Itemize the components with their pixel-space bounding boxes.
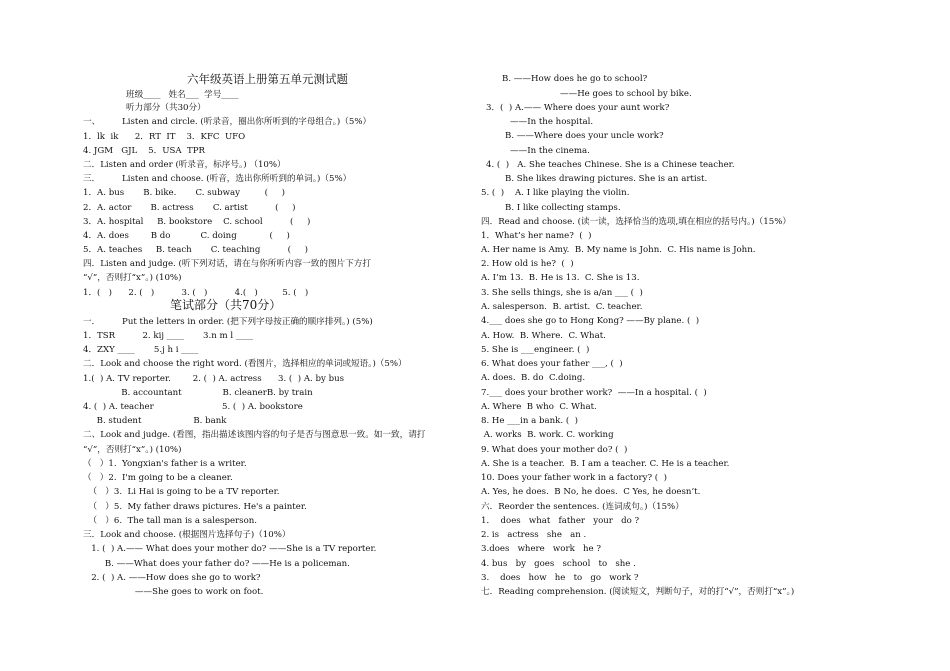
left-line-27: （ ）1. Yongxian's father is a writer. <box>83 459 247 469</box>
right-line-34: 4. bus by goes school to she . <box>481 559 636 569</box>
right-line-0: B. ——How does he go to school? <box>502 74 648 84</box>
right-line-10: 四．Read and choose. (读一读，选择恰当的选项,填在相应的括号内。)（15%） <box>481 217 791 227</box>
right-line-26: 9. What does your mother do? ( ) <box>481 445 628 455</box>
left-line-31: （ ）6. The tall man is a salesperson. <box>83 516 258 526</box>
left-line-28: （ ）2. I'm going to be a cleaner. <box>83 473 233 483</box>
right-line-29: A. Yes, he does. B No, he does. C Yes, he doesn’t. <box>481 487 701 497</box>
left-line-33: 1. ( ) A.—— What does your mother do? ——She is a TV reporter. <box>83 544 377 554</box>
left-line-18: 1．TSR 2. kij ____ 3.n m l ____ <box>83 331 254 341</box>
left-line-9: 2．A. actor B. actress C. artist ( ) <box>83 203 296 213</box>
left-line-36: ——She goes to work on foot. <box>83 587 264 597</box>
right-line-1: ——He goes to school by bike. <box>560 89 692 99</box>
right-line-32: 2. is actress she an . <box>481 530 587 540</box>
left-line-8: 1．A. bus B. bike. C. subway ( ) <box>83 188 285 198</box>
left-line-15: 1．( ) 2. ( ) 3. ( ) 4.( ) 5. ( ) <box>83 288 309 298</box>
right-line-35: 3. does how he to go work ? <box>481 573 639 583</box>
right-line-27: A. She is a teacher. B. I am a teacher. C. He is a teacher. <box>481 459 730 469</box>
left-line-35: 2. ( ) A. ——How does she go to work? <box>83 573 261 583</box>
right-line-30: 六．Reorder the sentences. (连词成句。)（15%） <box>481 502 684 512</box>
left-line-0: 六年级英语上册第五单元测试题 <box>187 72 348 86</box>
right-line-12: A. Her name is Amy. B. My name is John. C. His name is John. <box>481 245 756 255</box>
right-line-36: 七．Reading comprehension. (阅读短文，判断句子，对的打“√”，否则打“x”。) <box>481 587 795 597</box>
left-line-30: （ ）5. My father draws pictures. He's a painter. <box>83 502 307 512</box>
right-line-19: 5. She is ___engineer. ( ) <box>481 345 590 355</box>
right-line-17: 4.___ does she go to Hong Kong? ——By plane. ( ) <box>481 316 700 326</box>
left-line-12: 5．A. teaches B. teach C. teaching ( ) <box>83 245 309 255</box>
right-line-16: A. salesperson. B. artist. C. teacher. <box>481 302 643 312</box>
left-line-26: “√”，否则打“x”。) (10%) <box>83 445 182 455</box>
right-line-20: 6. What does your father ___, ( ) <box>481 359 623 369</box>
right-line-11: 1．What’s her name? ( ) <box>481 231 592 241</box>
right-line-22: 7.___ does your brother work? ——In a hospital. ( ) <box>481 388 707 398</box>
left-line-20: 二．Look and choose the right word. (看图片，选择相应的单词或短语。)（5%） <box>83 359 407 369</box>
right-line-25: A. works B. work. C. working <box>481 430 614 440</box>
right-line-33: 3.does where work he ? <box>481 544 601 554</box>
left-line-14: “√”，否则打“x”。) (10%) <box>83 273 182 283</box>
left-line-21: 1.( ) A. TV reporter. 2. ( ) A. actress 3. ( ) A. by bus <box>83 374 345 384</box>
right-line-3: ——In the hospital. <box>510 117 594 127</box>
right-line-21: A. does. B. do C.doing. <box>481 373 586 383</box>
right-line-23: A. Where B who C. What. <box>481 402 597 412</box>
right-line-5: ——In the cinema. <box>510 146 590 156</box>
left-line-1: 班级____ 姓名___ 学号____ <box>126 90 239 100</box>
right-line-18: A. How. B. Where. C. What. <box>481 331 606 341</box>
right-line-14: A. I’m 13. B. He is 13. C. She is 13. <box>481 273 640 283</box>
left-line-13: 四．Listen and judge. (听下列对话，请在与你所听内容一致的图片下方打 <box>83 259 371 269</box>
left-line-3: 一、 Listen and circle. (听录音，圈出你所听到的字母组合。)（5%） <box>83 117 372 127</box>
right-line-7: B. She likes drawing pictures. She is an artist. <box>505 174 708 184</box>
right-line-28: 10. Does your father work in a factory? ( ) <box>481 473 667 483</box>
left-line-32: 三．Look and choose. (根据图片选择句子)（10%） <box>83 530 291 540</box>
right-line-15: 3. She sells things, she is a/an ___ ( ) <box>481 288 643 298</box>
left-line-25: 二、Look and judge. (看图，指出描述该图内容的句子是否与图意思一致。如一致，请打 <box>83 430 426 440</box>
right-line-24: 8. He ___in a bank. ( ) <box>481 416 579 426</box>
left-line-2: 听力部分（共30分） <box>126 103 206 113</box>
left-line-29: （ ）3. Li Hai is going to be a TV reporter. <box>83 487 280 497</box>
left-line-19: 4．ZXY ____ 5.j h i ____ <box>83 345 199 355</box>
left-line-24: B. student B. bank <box>83 416 227 426</box>
right-line-13: 2. How old is he? ( ) <box>481 259 574 269</box>
left-line-6: 二．Listen and order (听录音，标序号。) （10%） <box>83 160 286 170</box>
right-line-8: 5. ( ) A. I like playing the violin. <box>481 188 630 198</box>
left-line-17: 一． Put the letters in order. (把下列字母按正确的顺序排列。) (5%) <box>83 317 373 327</box>
left-line-7: 三． Listen and choose. (听音，选出你所听到的单词。)（5%） <box>83 174 352 184</box>
right-line-4: B. ——Where does your uncle work? <box>505 131 664 141</box>
right-line-2: 3．( ) A.—— Where does your aunt work? <box>486 103 670 113</box>
left-line-16: 笔试部分（共70分） <box>170 298 282 312</box>
right-line-6: 4. ( ) A. She teaches Chinese. She is a Chinese teacher. <box>486 160 735 170</box>
left-line-34: B. ——What does your father do? ——He is a policeman. <box>83 559 350 569</box>
left-line-22: B. accountant B. cleanerB. by train <box>83 388 313 398</box>
left-line-23: 4. ( ) A. teacher 5. ( ) A. bookstore <box>83 402 303 412</box>
right-line-9: B. I like collecting stamps. <box>505 203 621 213</box>
left-line-10: 3．A. hospital B. bookstore C. school ( ) <box>83 217 311 227</box>
left-line-11: 4．A. does B do C. doing ( ) <box>83 231 290 241</box>
left-line-4: 1．lk ik 2．RT IT 3．KFC UFO <box>83 132 246 142</box>
left-line-5: 4. JGM GJL 5．USA TPR <box>83 146 206 156</box>
right-line-31: 1． does what father your do ? <box>481 516 640 526</box>
